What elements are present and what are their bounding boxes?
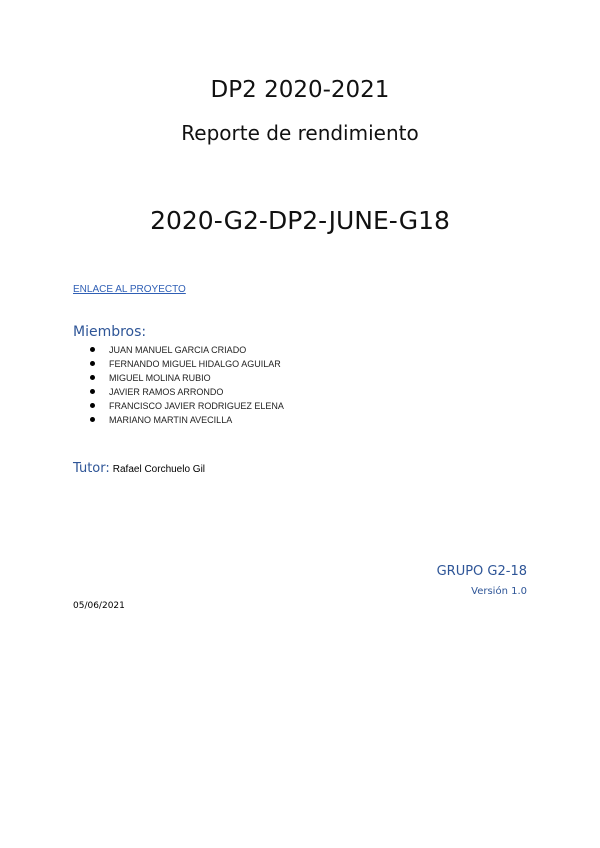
bullet-icon: [90, 361, 95, 366]
list-item: [88, 343, 284, 357]
members-heading: Miembros:: [73, 324, 147, 340]
bullet-icon: [90, 375, 95, 380]
list-item: [88, 371, 284, 385]
bullet-icon: [90, 389, 95, 394]
member-name: MIGUEL MOLINA RUBIO: [109, 373, 211, 383]
list-item: [88, 357, 284, 371]
member-name: JAVIER RAMOS ARRONDO: [109, 387, 224, 397]
tutor-label: Tutor:: [73, 461, 110, 476]
member-name: FRANCISCO JAVIER RODRIGUEZ ELENA: [109, 401, 284, 411]
member-name: FERNANDO MIGUEL HIDALGO AGUILAR: [109, 359, 281, 369]
version-label: Versión 1.0: [471, 586, 527, 597]
bullet-icon: [90, 417, 95, 422]
member-name: MARIANO MARTIN AVECILLA: [109, 415, 233, 425]
list-item: [88, 385, 284, 399]
project-link[interactable]: ENLACE AL PROYECTO: [73, 284, 186, 295]
members-list: [88, 343, 284, 427]
list-item: [88, 399, 284, 413]
list-item: [88, 413, 284, 427]
tutor-line: [73, 459, 205, 477]
document-date: 05/06/2021: [73, 601, 125, 611]
group-code-heading: 2020-G2-DP2-JUNE-G18: [150, 206, 450, 235]
document-subtitle: Reporte de rendimiento: [181, 121, 419, 145]
member-name: JUAN MANUEL GARCIA CRIADO: [109, 345, 247, 355]
bullet-icon: [90, 347, 95, 352]
document-title: DP2 2020-2021: [210, 77, 390, 103]
group-label: GRUPO G2-18: [436, 564, 527, 579]
bullet-icon: [90, 403, 95, 408]
tutor-name: Rafael Corchuelo Gil: [112, 464, 206, 475]
